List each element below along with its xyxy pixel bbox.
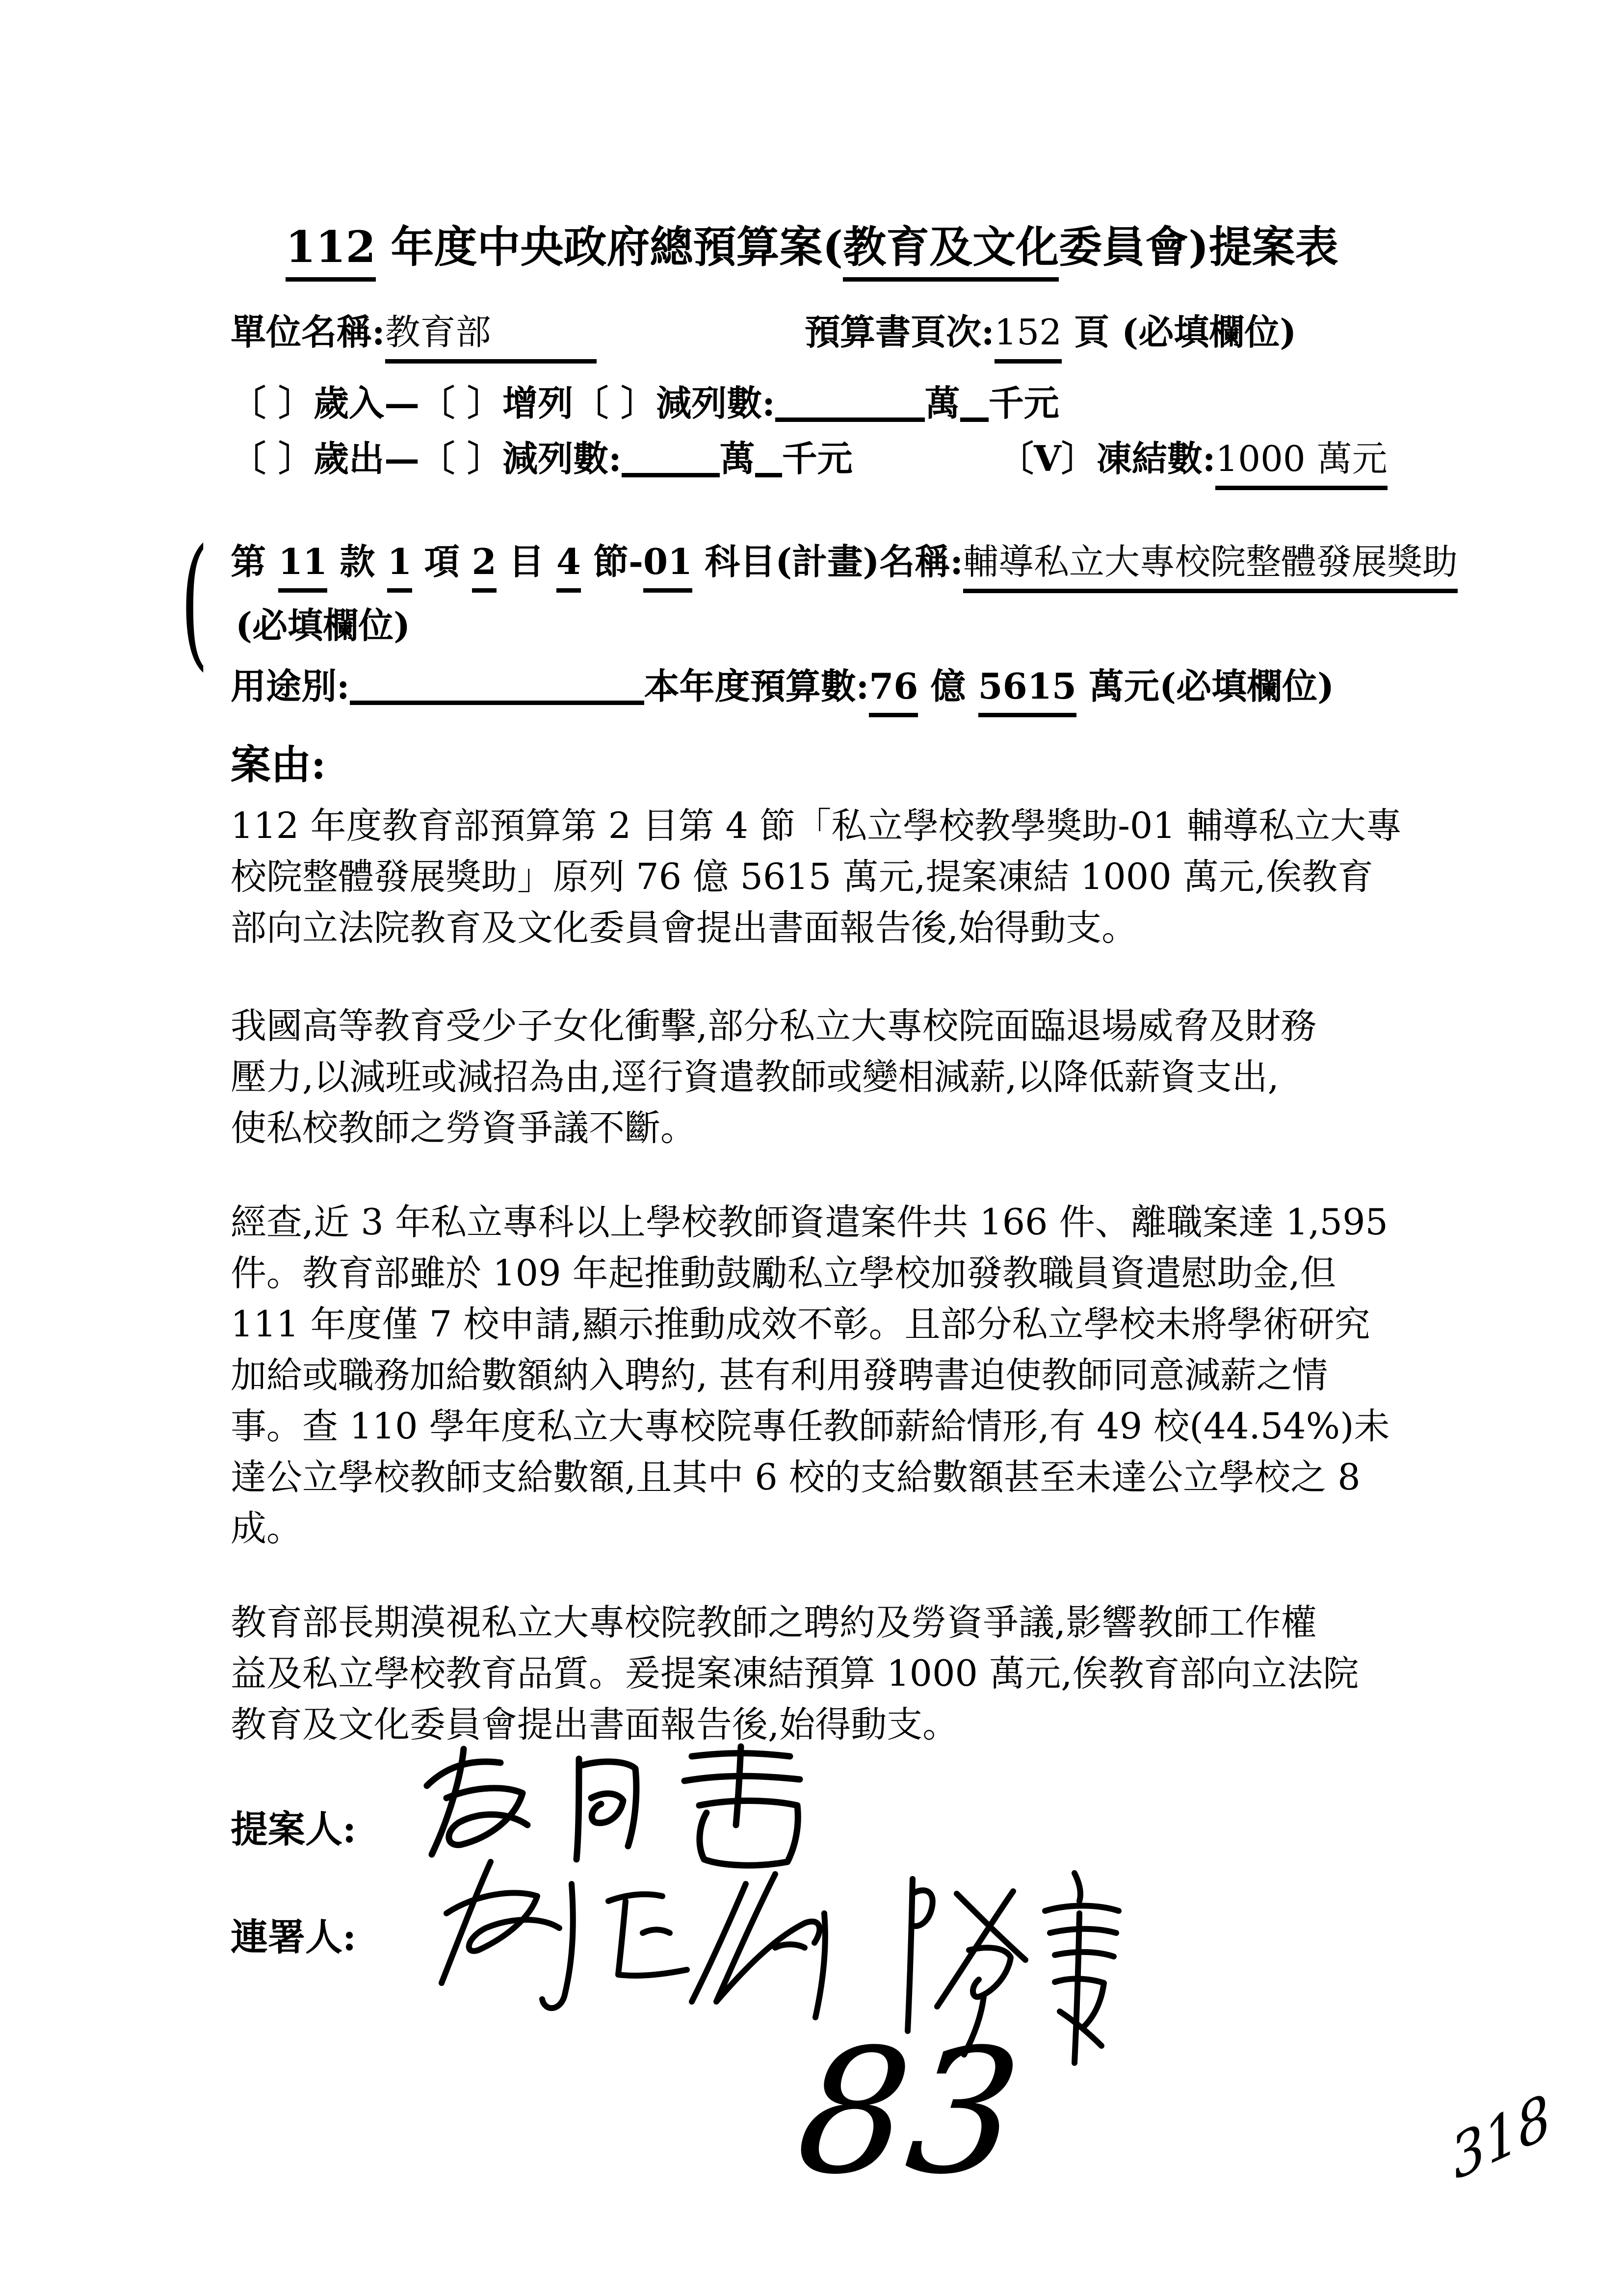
paragraph-line: 達公立學校教師支給數額,且其中 6 校的支給數額甚至未達公立學校之 8	[231, 1457, 1361, 1498]
clause-kuan-no: 11	[278, 539, 327, 593]
unit-name-label: 單位名稱:	[231, 311, 385, 353]
freeze-group	[998, 436, 1388, 490]
paragraph-line: 教育部長期漠視私立大專校院教師之聘約及勞資爭議,影響教師工作權	[231, 1602, 1317, 1644]
clause-kuan: 款	[327, 541, 388, 582]
usage-blank	[350, 674, 644, 705]
clause-jie: 節-	[581, 541, 643, 582]
paragraph-line: 111 年度僅 7 校申請,顯示推動成效不彰。且部分私立學校未將學術研究	[231, 1304, 1370, 1345]
budget-page-unit: 頁	[1062, 311, 1122, 353]
annual-budget-v1: 76	[869, 663, 918, 717]
revenue-checkboxes-label: 〔 〕歲入—〔 〕增列〔 〕減列數:	[231, 382, 775, 424]
paragraph-line: 我國高等教育受少子女化衝擊,部分私立大專校院面臨退場威脅及財務	[231, 1005, 1317, 1047]
expenditure-qianyuan: 千元	[782, 438, 853, 479]
paragraph-line: 部向立法院教育及文化委員會提出書面報告後,始得動支。	[231, 907, 1138, 949]
paragraph-4	[231, 1597, 1359, 1750]
unit-name-value: 教育部	[385, 312, 491, 353]
paragraph-line: 加給或職務加給數額納入聘約, 甚有利用發聘書迫使教師同意減薪之情	[231, 1355, 1328, 1396]
annual-budget-label: 本年度預算數:	[644, 665, 869, 707]
revenue-row	[231, 380, 1059, 427]
title-mid: 年度中央政府總預算案(	[375, 221, 843, 272]
title-tail: 委員會)提案表	[1059, 221, 1338, 272]
title-committee: 教育及文化	[843, 220, 1059, 282]
paragraph-line: 事。查 110 學年度私立大專校院專任教師薪給情形,有 49 校(44.54%)未	[231, 1406, 1390, 1447]
case-label: 案由:	[231, 741, 326, 788]
unit-name-blank	[491, 343, 597, 344]
paragraph-line: 使私校教師之勞資爭議不斷。	[231, 1107, 696, 1149]
expenditure-checkboxes-label: 〔 〕歲出—〔 〕減列數:	[231, 438, 622, 479]
paragraph-2	[231, 1001, 1316, 1154]
paragraph-line: 校院整體發展獎助」原列 76 億 5615 萬元,提案凍結 1000 萬元,俟教育	[231, 856, 1374, 898]
freeze-value: 1000 萬元	[1215, 436, 1387, 490]
usage-row	[231, 663, 1334, 717]
title-year: 112	[286, 220, 376, 282]
clause-xiang-no: 1	[387, 539, 412, 593]
clause-mu-no: 2	[472, 539, 497, 593]
clause-row	[231, 539, 1458, 593]
clause-left-bracket: (	[181, 519, 209, 684]
subject-value: 輔導私立大專校院整體發展獎助	[963, 539, 1458, 593]
revenue-thousand-blank	[960, 391, 989, 422]
unit-row-right	[805, 309, 1296, 364]
usage-label: 用途別:	[231, 665, 350, 707]
annual-budget-v2: 5615	[978, 663, 1076, 717]
paragraph-3	[231, 1197, 1390, 1554]
usage-required-note: (必填欄位)	[1159, 665, 1335, 707]
handwritten-page-number-corner: 318	[1446, 2081, 1556, 2194]
expenditure-amount-blank	[622, 446, 720, 477]
paragraph-1	[231, 801, 1402, 954]
paragraph-line: 件。教育部雖於 109 年起推動鼓勵私立學校加發教職員資遣慰助金,但	[231, 1252, 1336, 1294]
expenditure-row	[231, 436, 853, 482]
revenue-qianyuan: 千元	[988, 382, 1059, 424]
paragraph-line: 教育及文化委員會提出書面報告後,始得動支。	[231, 1704, 959, 1746]
clause-jie-no: 4	[556, 539, 581, 593]
paragraph-line: 壓力,以減班或減招為由,逕行資遣教師或變相減薪,以降低薪資支出,	[231, 1056, 1279, 1098]
unit-row-left	[231, 309, 597, 364]
revenue-wan: 萬	[924, 382, 960, 424]
proposer-label: 提案人:	[231, 1807, 357, 1851]
annual-budget-unit: 萬元	[1076, 665, 1159, 707]
clause-required-note: (必填欄位)	[236, 604, 411, 646]
paragraph-line: 益及私立學校教育品質。爰提案凍結預算 1000 萬元,俟教育部向立法院	[231, 1653, 1359, 1695]
cosigner-label: 連署人:	[231, 1915, 357, 1959]
page-title	[0, 220, 1624, 282]
revenue-amount-blank	[775, 391, 925, 422]
clause-mu: 目	[496, 541, 556, 582]
annual-budget-yi: 億	[918, 665, 978, 707]
budget-page-value: 152	[995, 310, 1062, 364]
clause-jie-sub: 01	[643, 539, 692, 593]
paragraph-line: 經查,近 3 年私立專科以上學校教師資遣案件共 166 件、離職案達 1,595	[231, 1201, 1388, 1243]
subject-label: 科目(計畫)名稱:	[692, 541, 963, 582]
freeze-checkbox: 〔V〕	[998, 438, 1097, 479]
cosigner-signature-cheng-cheng-chien	[432, 1854, 854, 2031]
handwritten-page-number-center: 83	[789, 2012, 1029, 2212]
paragraph-line: 成。	[231, 1508, 302, 1549]
expenditure-wan: 萬	[719, 438, 755, 479]
required-field-note: (必填欄位)	[1122, 311, 1297, 353]
budget-page-label: 預算書頁次:	[805, 311, 995, 353]
clause-xiang: 項	[412, 541, 472, 582]
clause-di: 第	[231, 541, 279, 582]
expenditure-thousand-blank	[755, 446, 782, 477]
paragraph-line: 112 年度教育部預算第 2 目第 4 節「私立學校教學獎助-01 輔導私立大專	[231, 805, 1402, 847]
freeze-label: 凍結數:	[1096, 438, 1216, 479]
